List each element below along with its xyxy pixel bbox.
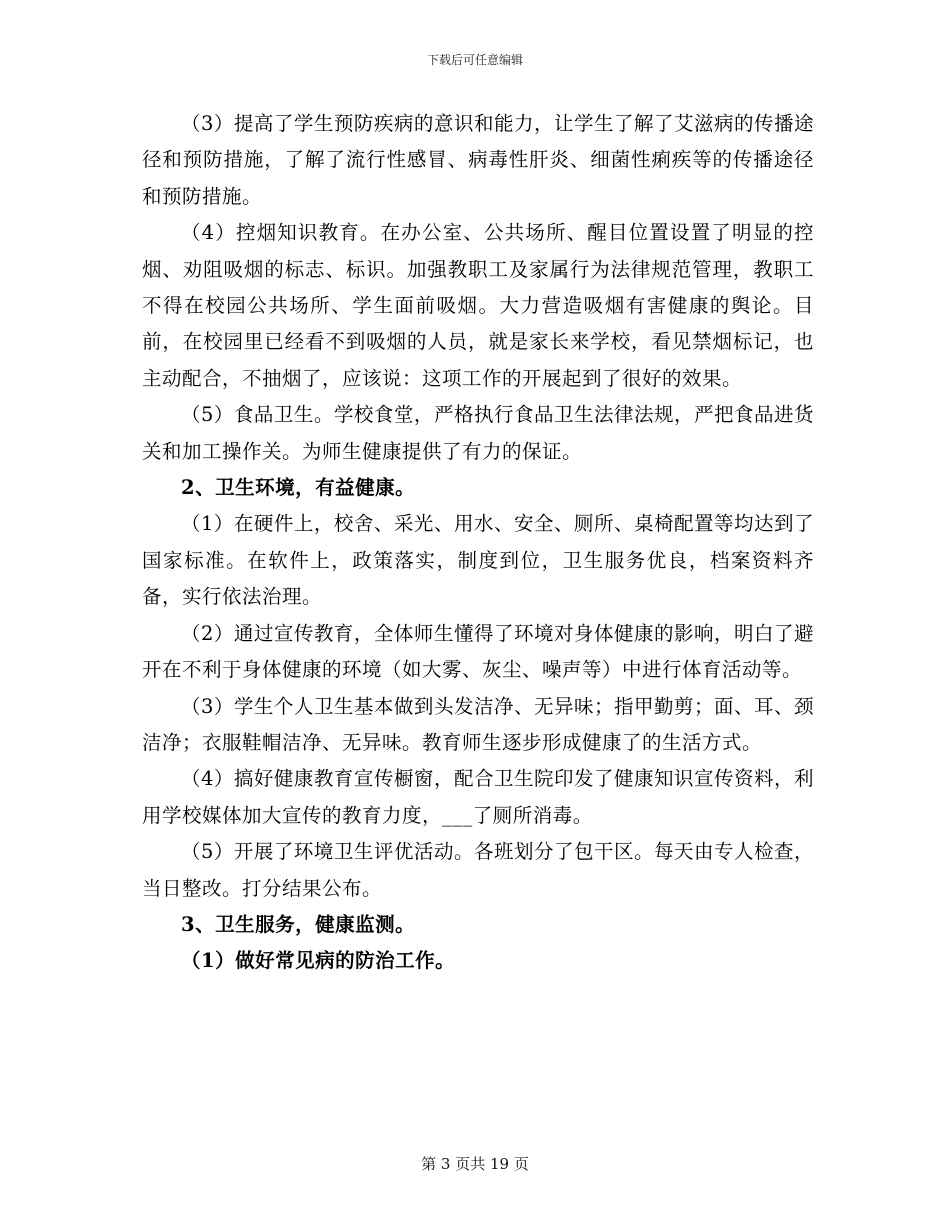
document-body: [142, 106, 814, 980]
paragraph-food-hygiene: （5）食品卫生。学校食堂，严格执行食品卫生法律法规，严把食品进货关和加工操作关。为师生健康提供了有力的保证。: [142, 403, 814, 463]
paragraph-hardware-software: （1）在硬件上，校舍、采光、用水、安全、厕所、桌椅配置等均达到了国家标准。在软件上，政策落实，制度到位，卫生服务优良，档案资料齐备，实行依法治理。: [142, 512, 814, 609]
section-heading-hygiene-environment: 2、卫生环境，有益健康。: [181, 476, 416, 500]
page-footer: 第 3 页共 19 页: [421, 1155, 529, 1173]
paragraph-disease-prevention: （3）提高了学生预防疾病的意识和能力，让学生了解了艾滋病的传播途径和预防措施，了解了流行性感冒、病毒性肝炎、细菌性痢疾等的传播途径和预防措施。: [142, 112, 814, 208]
paragraph-smoking-control: （4）控烟知识教育。在办公室、公共场所、醒目位置设置了明显的控烟、劝阻吸烟的标志、标识。加强教职工及家属行为法律规范管理，教职工不得在校园公共场所、学生面前吸烟。大力营造吸烟有害健康的舆论。目前，在校园里已经看不到吸烟的人员，就是家长来学校，看见禁烟标记，也主动配合，不抽烟了，应该说：这项工作的开展起到了很好的效果。: [142, 221, 814, 390]
paragraph-health-publicity: （4）搞好健康教育宣传橱窗，配合卫生院印发了健康知识宣传资料，利用学校媒体加大宣传的教育力度，___了厕所消毒。: [142, 767, 814, 827]
paragraph-hygiene-evaluation: （5）开展了环境卫生评优活动。各班划分了包干区。每天由专人检查，当日整改。打分结果公布。: [142, 840, 814, 900]
subheading-common-disease: （1）做好常见病的防治工作。: [181, 949, 456, 973]
paragraph-personal-hygiene: （3）学生个人卫生基本做到头发洁净、无异味；指甲勤剪；面、耳、颈洁净；衣服鞋帽洁净、无异味。教育师生逐步形成健康了的生活方式。: [142, 694, 814, 754]
section-heading-health-service: 3、卫生服务，健康监测。: [181, 912, 416, 936]
page-header: 下载后可任意编辑: [426, 53, 523, 67]
paragraph-environment-education: （2）通过宣传教育，全体师生懂得了环境对身体健康的影响，明白了避开在不利于身体健康的环境（如大雾、灰尘、噪声等）中进行体育活动等。: [142, 621, 814, 682]
